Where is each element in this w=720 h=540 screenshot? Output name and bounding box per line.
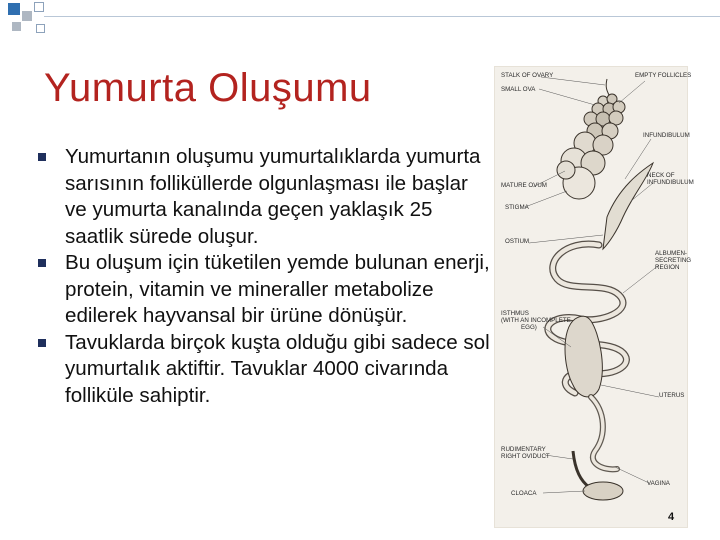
page-number: 4 bbox=[668, 511, 675, 523]
square-bullet-icon bbox=[38, 259, 46, 267]
oviduct-diagram bbox=[494, 66, 694, 528]
bullet-text: Tavuklarda birçok kuşta olduğu gibi sadece sol yumurtalık aktiftir. Tavuklar 4000 civarında folliküle sahiptir. bbox=[65, 330, 490, 407]
corner-square-outline bbox=[34, 2, 44, 12]
label-small-ova: SMALL OVA bbox=[501, 86, 536, 93]
label-albumen-3: REGION bbox=[655, 264, 680, 271]
oviduct-drawing bbox=[495, 67, 694, 529]
corner-square-blue bbox=[8, 3, 20, 15]
corner-square-outline-small bbox=[36, 24, 45, 33]
bullet-text: Bu oluşum için tüketilen yemde bulunan enerji, protein, vitamin ve mineraller metabolize edilerek hayvansal bir ürüne dönüşür. bbox=[65, 251, 490, 327]
label-uterus: UTERUS bbox=[659, 392, 685, 399]
label-rudimentary-2: RIGHT OVIDUCT bbox=[501, 453, 550, 460]
label-albumen-1: ALBUMEN- bbox=[655, 250, 687, 257]
bullet-list bbox=[38, 144, 490, 409]
label-albumen-2: SECRETING bbox=[655, 257, 692, 264]
bullet-item bbox=[38, 330, 490, 410]
label-cloaca: CLOACA bbox=[511, 490, 537, 497]
corner-square-grey-small bbox=[12, 22, 21, 31]
bullet-text: Yumurtanın oluşumu yumurtalıklarda yumurta sarısının folliküllerde olgunlaşması ile başlar ve yumurta kanalında geçen yaklaşık 25 saatlik sürede oluşur. bbox=[65, 145, 481, 248]
cloaca-shape bbox=[583, 482, 623, 500]
infundibulum-shape bbox=[603, 163, 653, 249]
label-mature-ovum: MATURE OVUM bbox=[501, 182, 547, 189]
bullet-item bbox=[38, 144, 490, 250]
label-ostium: OSTIUM bbox=[505, 238, 530, 245]
label-stalk-of-ovary: STALK OF OVARY bbox=[501, 72, 554, 79]
label-vagina: VAGINA bbox=[647, 480, 670, 487]
label-isthmus-1: ISTHMUS bbox=[501, 310, 529, 317]
label-isthmus-2: (WITH AN INCOMPLETE bbox=[501, 317, 571, 324]
bullet-item bbox=[38, 250, 490, 330]
slide-title: Yumurta Oluşumu bbox=[44, 66, 372, 110]
uterus-shape bbox=[565, 316, 602, 397]
label-rudimentary-1: RUDIMENTARY bbox=[501, 446, 546, 453]
label-empty-follicles: EMPTY FOLLICLES bbox=[635, 72, 692, 79]
label-neck-of-infundibulum-1: NECK OF bbox=[647, 172, 675, 179]
label-stigma: STIGMA bbox=[505, 204, 529, 211]
square-bullet-icon bbox=[38, 339, 46, 347]
label-isthmus-3: EGG) bbox=[521, 324, 537, 331]
label-neck-of-infundibulum-2: INFUNDIBULUM bbox=[647, 179, 694, 186]
rudimentary-oviduct-shape bbox=[573, 451, 589, 487]
square-bullet-icon bbox=[38, 153, 46, 161]
label-infundibulum: INFUNDIBULUM bbox=[643, 132, 690, 139]
corner-square-grey bbox=[22, 11, 32, 21]
header-divider bbox=[44, 16, 720, 17]
